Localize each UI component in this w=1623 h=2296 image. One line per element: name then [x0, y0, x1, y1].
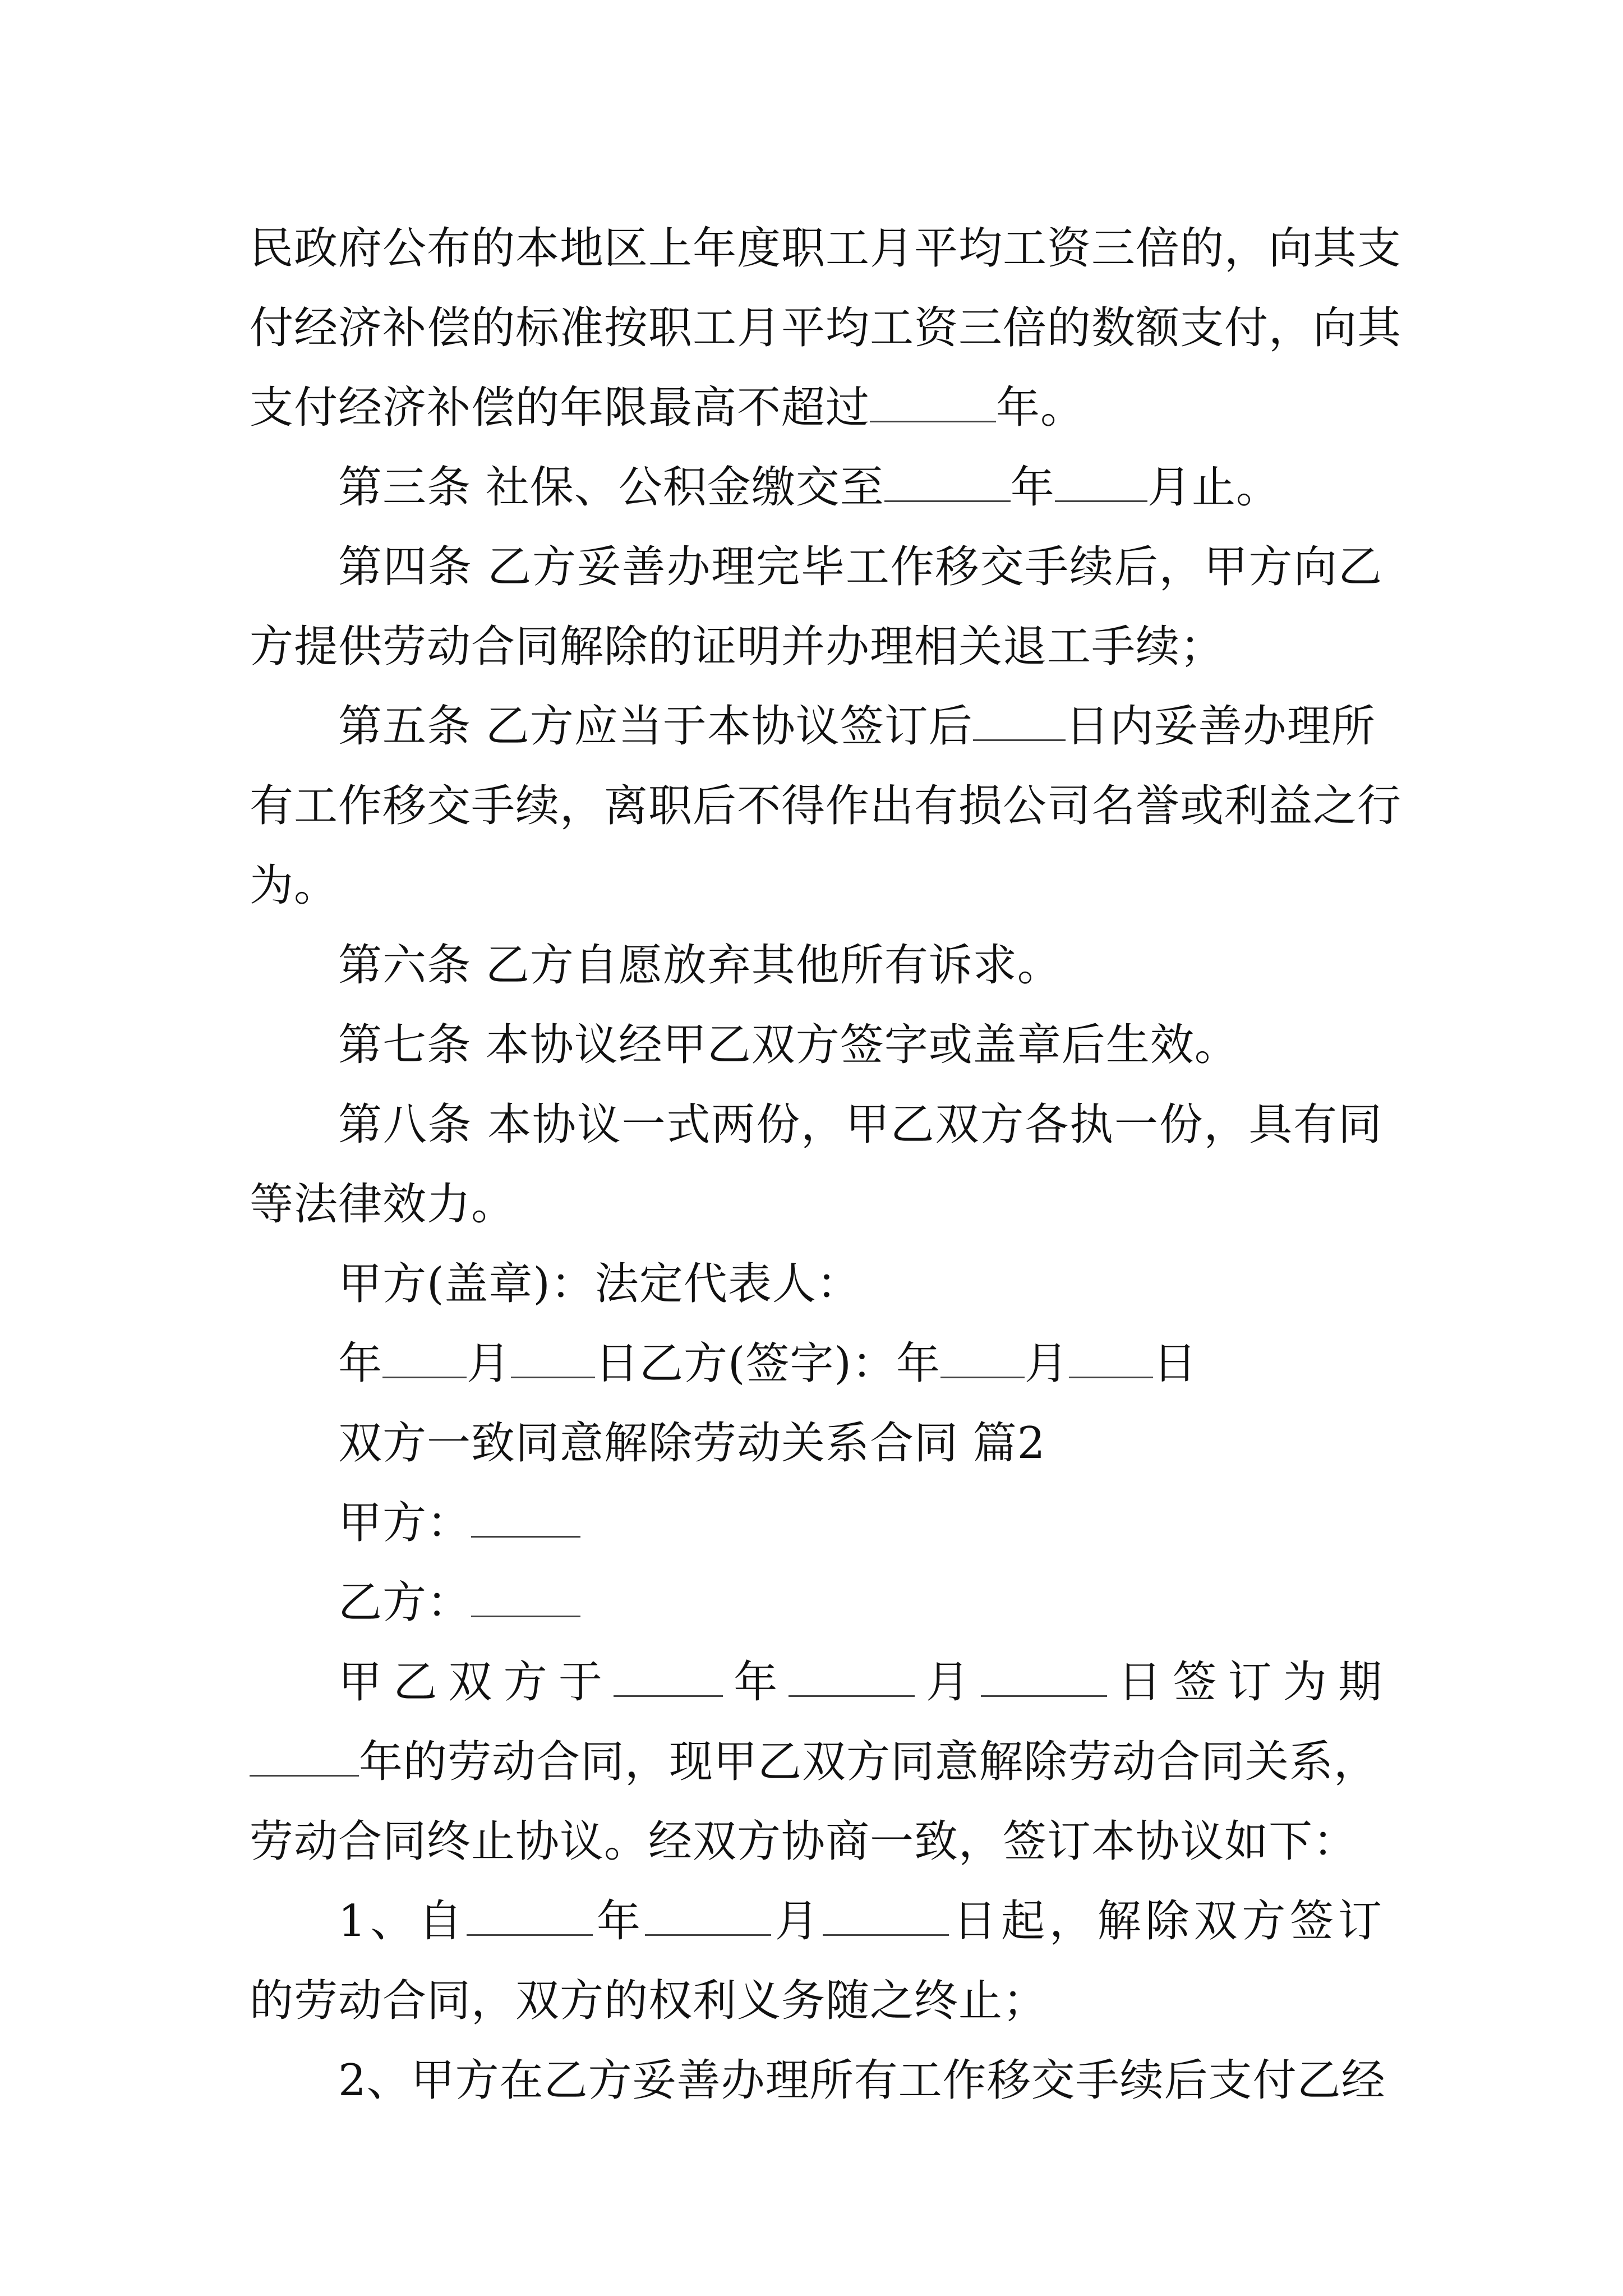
line-text: 有工作移交手续，离职后不得作出有损公司名誉或利益之行: [250, 781, 1402, 831]
line-text: 日: [1152, 1338, 1197, 1389]
line-text: 年的劳动合同，现甲乙双方同意解除劳动合同关系，: [359, 1737, 1378, 1787]
line-text: 年: [1010, 462, 1055, 513]
line-text: 月: [1024, 1338, 1069, 1389]
line-text: 付经济补偿的标准按职工月平均工资三倍的数额支付，向其: [250, 303, 1402, 353]
fill-blank: [467, 1898, 593, 1936]
line-text: 2、甲方在乙方妥善办理所有工作移交手续后支付乙经: [338, 2055, 1386, 2106]
line-text: 年: [593, 1896, 645, 1947]
line-text: 等法律效力。: [250, 1179, 516, 1230]
line-text: 方提供劳动合同解除的证明并办理相关退工手续；: [250, 622, 1225, 672]
paragraph-line: [250, 1802, 1382, 1881]
line-text: 民政府公布的本地区上年度职工月平均工资三倍的，向其支: [250, 223, 1402, 274]
fill-blank: [940, 1341, 1025, 1378]
line-text: 日签订为期: [1106, 1657, 1382, 1708]
item-one: [250, 1881, 1382, 1961]
document-body: [250, 209, 1402, 2120]
line-text: 日起，解除双方签订: [949, 1896, 1382, 1947]
line-text: 甲方(盖章)：法定代表人：: [338, 1259, 861, 1309]
fill-blank: [250, 1739, 359, 1777]
line-text: 月: [915, 1657, 981, 1708]
line-text: 第六条 乙方自愿放弃其他所有诉求。: [338, 940, 1062, 991]
fill-blank: [870, 385, 996, 422]
fill-blank: [789, 1659, 915, 1697]
line-text: 支付经济补偿的年限最高不超过: [250, 383, 870, 433]
clause-six: [250, 926, 1382, 1005]
line-text: 日乙方(签字)：年: [595, 1338, 940, 1389]
paragraph-line: [250, 1722, 1382, 1802]
line-text: 第八条 本协议一式两份，甲乙双方各执一份，具有同: [338, 1099, 1382, 1150]
fill-blank: [884, 464, 1011, 502]
line-text: 劳动合同终止协议。经双方协商一致，签订本协议如下：: [250, 1816, 1358, 1867]
paragraph-line: [250, 1165, 1382, 1244]
fill-blank: [471, 1500, 580, 1538]
paragraph-line: [250, 1961, 1382, 2041]
signature-dates: [250, 1324, 1382, 1404]
line-text: 第四条 乙方妥善办理完毕工作移交手续后，甲方向乙: [338, 542, 1382, 592]
line-text: 1、自: [338, 1896, 467, 1947]
line-text: 年: [338, 1338, 383, 1389]
item-two: [250, 2041, 1386, 2120]
paragraph-line: [250, 288, 1402, 368]
fill-blank: [1055, 464, 1147, 502]
line-text: 年。: [996, 383, 1085, 433]
line-text: 日内妥善办理所: [1065, 701, 1376, 752]
fill-blank: [823, 1898, 949, 1936]
paragraph-line: [250, 846, 1382, 926]
fill-blank: [645, 1898, 771, 1936]
line-text: 乙方：: [338, 1577, 472, 1628]
line-text: 月止。: [1147, 462, 1280, 513]
paragraph-line: [250, 368, 1382, 448]
clause-four: [250, 527, 1382, 607]
clause-seven: [250, 1005, 1382, 1085]
line-text: 为。: [250, 861, 339, 911]
party-a-line: [250, 1483, 1382, 1563]
fill-blank: [511, 1341, 595, 1378]
fill-blank: [981, 1659, 1107, 1697]
paragraph-line: [250, 766, 1402, 846]
paragraph-line: [250, 209, 1402, 288]
fill-blank: [973, 703, 1066, 741]
paragraph-line: [250, 607, 1382, 687]
line-text: 月: [771, 1896, 823, 1947]
section-heading: [250, 1404, 1382, 1483]
line-text: 年: [723, 1657, 789, 1708]
clause-eight: [250, 1085, 1382, 1165]
fill-blank: [382, 1341, 467, 1378]
line-text: 第七条 本协议经甲乙双方签字或盖章后生效。: [338, 1020, 1239, 1070]
line-text: 的劳动合同，双方的权利义务随之终止；: [250, 1976, 1048, 2026]
party-b-line: [250, 1563, 1382, 1642]
fill-blank: [614, 1659, 723, 1697]
fill-blank: [1069, 1341, 1153, 1378]
signature-party-a: [250, 1244, 1382, 1324]
line-text: 第五条 乙方应当于本协议签订后: [338, 701, 973, 752]
clause-three: [250, 448, 1382, 527]
line-text: 双方一致同意解除劳动关系合同 篇2: [338, 1418, 1046, 1469]
line-text: 月: [467, 1338, 511, 1389]
line-text: 甲方：: [338, 1498, 472, 1548]
line-text: 第三条 社保、公积金缴交至: [338, 462, 884, 513]
clause-five: [250, 687, 1382, 766]
contract-date-line: [250, 1642, 1382, 1722]
line-text: 甲乙双方于: [338, 1657, 614, 1708]
fill-blank: [471, 1580, 580, 1617]
